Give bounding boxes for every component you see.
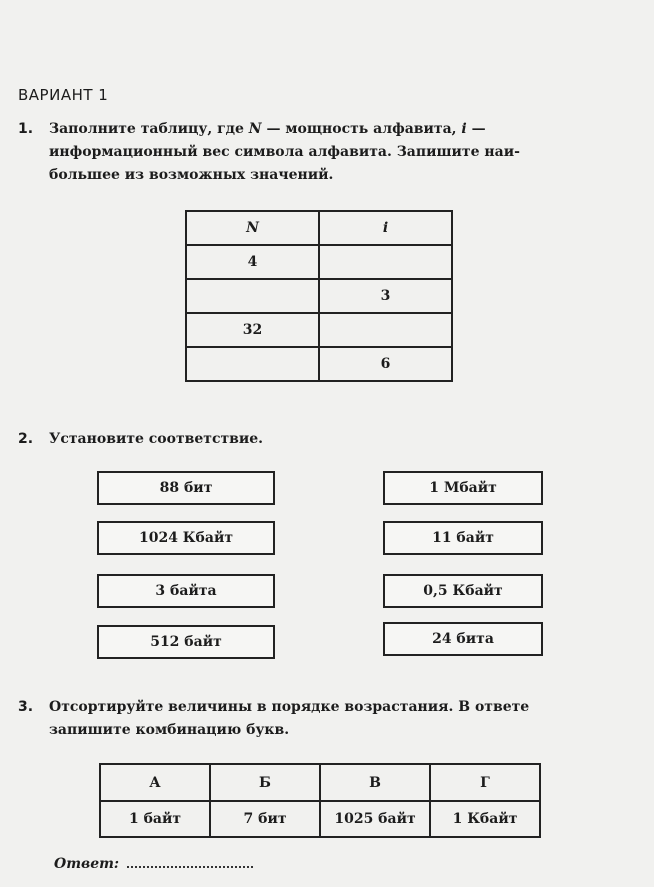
- value-cell: 1 байт: [100, 801, 210, 837]
- match-left-item[interactable]: 512 байт: [97, 625, 275, 659]
- sort-table: [99, 763, 541, 838]
- match-left-item[interactable]: 1024 Кбайт: [97, 521, 275, 555]
- task-3-number: 3.: [18, 699, 34, 715]
- task-1-text-part: — мощность алфавита,: [266, 121, 457, 137]
- match-right-item[interactable]: 1 Мбайт: [383, 471, 543, 505]
- table-header-row: [186, 211, 452, 245]
- task-3-text-line2: запишите комбинацию букв.: [49, 722, 290, 738]
- cell-n[interactable]: 32: [186, 313, 319, 347]
- alphabet-table: [185, 210, 453, 382]
- match-left-item[interactable]: 3 байта: [97, 574, 275, 608]
- table-row: [186, 313, 452, 347]
- letter-cell: Г: [430, 764, 540, 801]
- value-cell: 1 Кбайт: [430, 801, 540, 837]
- task-1-var-i: i: [461, 121, 467, 137]
- task-1-text-part: Заполните таблицу, где: [49, 121, 244, 137]
- table-row: [186, 347, 452, 381]
- cell-i[interactable]: 6: [319, 347, 452, 381]
- value-cell: 1025 байт: [320, 801, 430, 837]
- header-n: N: [186, 211, 319, 245]
- match-right-item[interactable]: 11 байт: [383, 521, 543, 555]
- value-cell: 7 бит: [210, 801, 320, 837]
- answer-blank-field[interactable]: [127, 854, 253, 868]
- cell-n[interactable]: 4: [186, 245, 319, 279]
- task-1-text-line3: большее из возможных значений.: [49, 167, 334, 183]
- task-1-number: 1.: [18, 121, 34, 137]
- answer-row: [54, 854, 253, 872]
- letter-cell: А: [100, 764, 210, 801]
- task-1-text-part: —: [471, 121, 486, 137]
- match-left-item[interactable]: 88 бит: [97, 471, 275, 505]
- match-right-item[interactable]: 0,5 Кбайт: [383, 574, 543, 608]
- cell-n[interactable]: [186, 279, 319, 313]
- letter-cell: В: [320, 764, 430, 801]
- task-2-text: Установите соответствие.: [49, 431, 264, 447]
- cell-i[interactable]: [319, 313, 452, 347]
- task-2-number: 2.: [18, 431, 34, 447]
- task-1-var-n: N: [248, 121, 262, 137]
- cell-i[interactable]: 3: [319, 279, 452, 313]
- variant-title: ВАРИАНТ 1: [18, 86, 109, 104]
- header-i: i: [319, 211, 452, 245]
- table-row: [186, 245, 452, 279]
- task-1-text: [49, 118, 520, 187]
- cell-i[interactable]: [319, 245, 452, 279]
- task-1-text-line2: информационный вес символа алфавита. Запишите наи-: [49, 144, 520, 160]
- letter-cell: Б: [210, 764, 320, 801]
- task-3-text-line1: Отсортируйте величины в порядке возрастания. В ответе: [49, 699, 530, 715]
- cell-n[interactable]: [186, 347, 319, 381]
- answer-label: Ответ:: [54, 856, 120, 872]
- letters-row: [100, 764, 540, 801]
- match-right-item[interactable]: 24 бита: [383, 622, 543, 656]
- task-3-text: [49, 696, 529, 742]
- table-row: [186, 279, 452, 313]
- values-row: [100, 801, 540, 837]
